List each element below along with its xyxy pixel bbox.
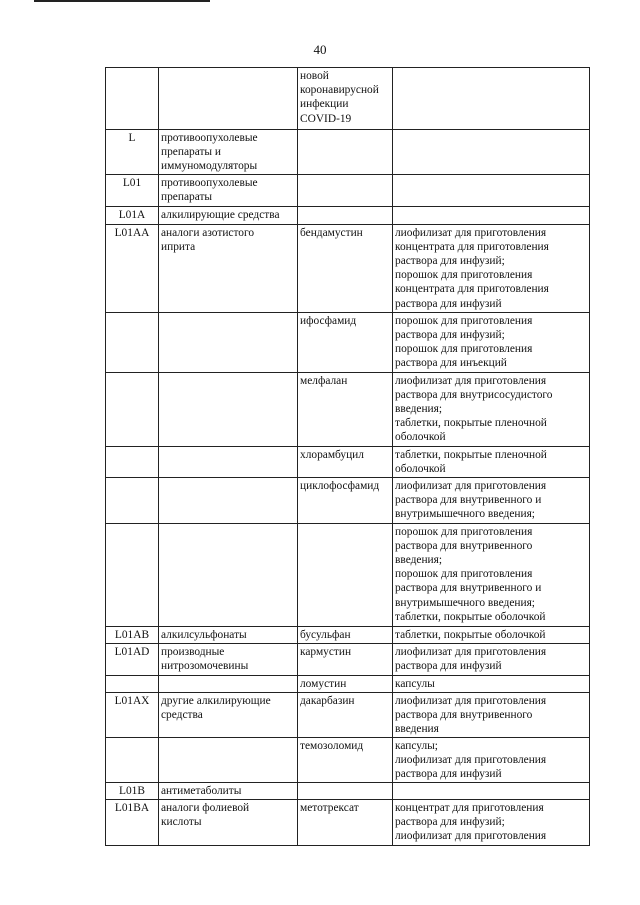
form-cell bbox=[393, 206, 590, 224]
table-row bbox=[106, 675, 590, 692]
atc-code-cell: L01AD bbox=[106, 643, 159, 675]
table-row bbox=[106, 130, 590, 175]
group-cell: противоопухолевые препараты и иммуномодуляторы bbox=[159, 130, 298, 175]
group-cell: аналоги азотистого иприта bbox=[159, 224, 298, 312]
table-row bbox=[106, 477, 590, 523]
form-cell: лиофилизат для приготовления раствора для внутривенного введения bbox=[393, 692, 590, 737]
drug-cell: циклофосфамид bbox=[298, 477, 393, 523]
atc-code-cell bbox=[106, 446, 159, 477]
group-cell: алкилсульфонаты bbox=[159, 626, 298, 643]
form-cell bbox=[393, 782, 590, 799]
group-cell bbox=[159, 675, 298, 692]
table-row bbox=[106, 643, 590, 675]
group-cell: антиметаболиты bbox=[159, 782, 298, 799]
atc-code-cell bbox=[106, 675, 159, 692]
form-cell: таблетки, покрытые пленочной оболочкой bbox=[393, 446, 590, 477]
group-cell bbox=[159, 446, 298, 477]
table-row bbox=[106, 446, 590, 477]
table-row bbox=[106, 372, 590, 446]
drug-cell: темозоломид bbox=[298, 737, 393, 782]
table-row bbox=[106, 626, 590, 643]
group-cell: аналоги фолиевой кислоты bbox=[159, 799, 298, 845]
drug-cell: бусульфан bbox=[298, 626, 393, 643]
drug-cell: ифосфамид bbox=[298, 312, 393, 372]
form-cell: порошок для приготовления раствора для инфузий; порошок для приготовления раствора для инъекций bbox=[393, 312, 590, 372]
atc-code-cell bbox=[106, 372, 159, 446]
group-cell bbox=[159, 523, 298, 626]
atc-code-cell: L01AB bbox=[106, 626, 159, 643]
table-row bbox=[106, 224, 590, 312]
group-cell: алкилирующие средства bbox=[159, 206, 298, 224]
drug-cell: дакарбазин bbox=[298, 692, 393, 737]
table-row bbox=[106, 692, 590, 737]
atc-code-cell: L01AX bbox=[106, 692, 159, 737]
atc-code-cell: L bbox=[106, 130, 159, 175]
table-row bbox=[106, 68, 590, 130]
atc-code-cell bbox=[106, 477, 159, 523]
drug-cell bbox=[298, 523, 393, 626]
table-row bbox=[106, 799, 590, 845]
form-cell: капсулы; лиофилизат для приготовления раствора для инфузий bbox=[393, 737, 590, 782]
atc-code-cell: L01 bbox=[106, 174, 159, 206]
table-row bbox=[106, 206, 590, 224]
form-cell bbox=[393, 130, 590, 175]
table-row bbox=[106, 312, 590, 372]
form-cell: лиофилизат для приготовления раствора для внутривенного и внутримышечного введения; bbox=[393, 477, 590, 523]
group-cell: другие алкилирующие средства bbox=[159, 692, 298, 737]
drug-table bbox=[105, 67, 590, 846]
table-row bbox=[106, 782, 590, 799]
drug-cell bbox=[298, 130, 393, 175]
drug-cell: бендамустин bbox=[298, 224, 393, 312]
form-cell bbox=[393, 174, 590, 206]
form-cell: лиофилизат для приготовления раствора для инфузий bbox=[393, 643, 590, 675]
drug-cell: мелфалан bbox=[298, 372, 393, 446]
drug-cell: ломустин bbox=[298, 675, 393, 692]
atc-code-cell: L01AA bbox=[106, 224, 159, 312]
group-cell bbox=[159, 68, 298, 130]
drug-cell: хлорамбуцил bbox=[298, 446, 393, 477]
atc-code-cell: L01A bbox=[106, 206, 159, 224]
form-cell: лиофилизат для приготовления концентрата для приготовления раствора для инфузий; порошок для приготовления концентрата для приготовления раствора для инфузий bbox=[393, 224, 590, 312]
form-cell: порошок для приготовления раствора для внутривенного введения; порошок для приготовления раствора для внутривенного и внутримышечного введения; таблетки, покрытые оболочкой bbox=[393, 523, 590, 626]
page-number: 40 bbox=[313, 42, 327, 57]
atc-code-cell bbox=[106, 68, 159, 130]
form-cell: таблетки, покрытые оболочкой bbox=[393, 626, 590, 643]
drug-cell bbox=[298, 174, 393, 206]
group-cell: противоопухолевые препараты bbox=[159, 174, 298, 206]
group-cell bbox=[159, 372, 298, 446]
group-cell: производные нитрозомочевины bbox=[159, 643, 298, 675]
atc-code-cell bbox=[106, 737, 159, 782]
form-cell bbox=[393, 68, 590, 130]
atc-code-cell bbox=[106, 312, 159, 372]
drug-cell: новой коронавирусной инфекции COVID-19 bbox=[298, 68, 393, 130]
drug-cell: метотрексат bbox=[298, 799, 393, 845]
top-border-line bbox=[34, 0, 210, 2]
form-cell: лиофилизат для приготовления раствора для внутрисосудистого введения; таблетки, покрытые пленочной оболочкой bbox=[393, 372, 590, 446]
drug-cell: кармустин bbox=[298, 643, 393, 675]
drug-cell bbox=[298, 206, 393, 224]
group-cell bbox=[159, 737, 298, 782]
form-cell: концентрат для приготовления раствора для инфузий; лиофилизат для приготовления bbox=[393, 799, 590, 845]
table-row bbox=[106, 737, 590, 782]
table-row bbox=[106, 174, 590, 206]
drug-cell bbox=[298, 782, 393, 799]
atc-code-cell: L01B bbox=[106, 782, 159, 799]
group-cell bbox=[159, 312, 298, 372]
group-cell bbox=[159, 477, 298, 523]
atc-code-cell: L01BA bbox=[106, 799, 159, 845]
form-cell: капсулы bbox=[393, 675, 590, 692]
table-row bbox=[106, 523, 590, 626]
atc-code-cell bbox=[106, 523, 159, 626]
